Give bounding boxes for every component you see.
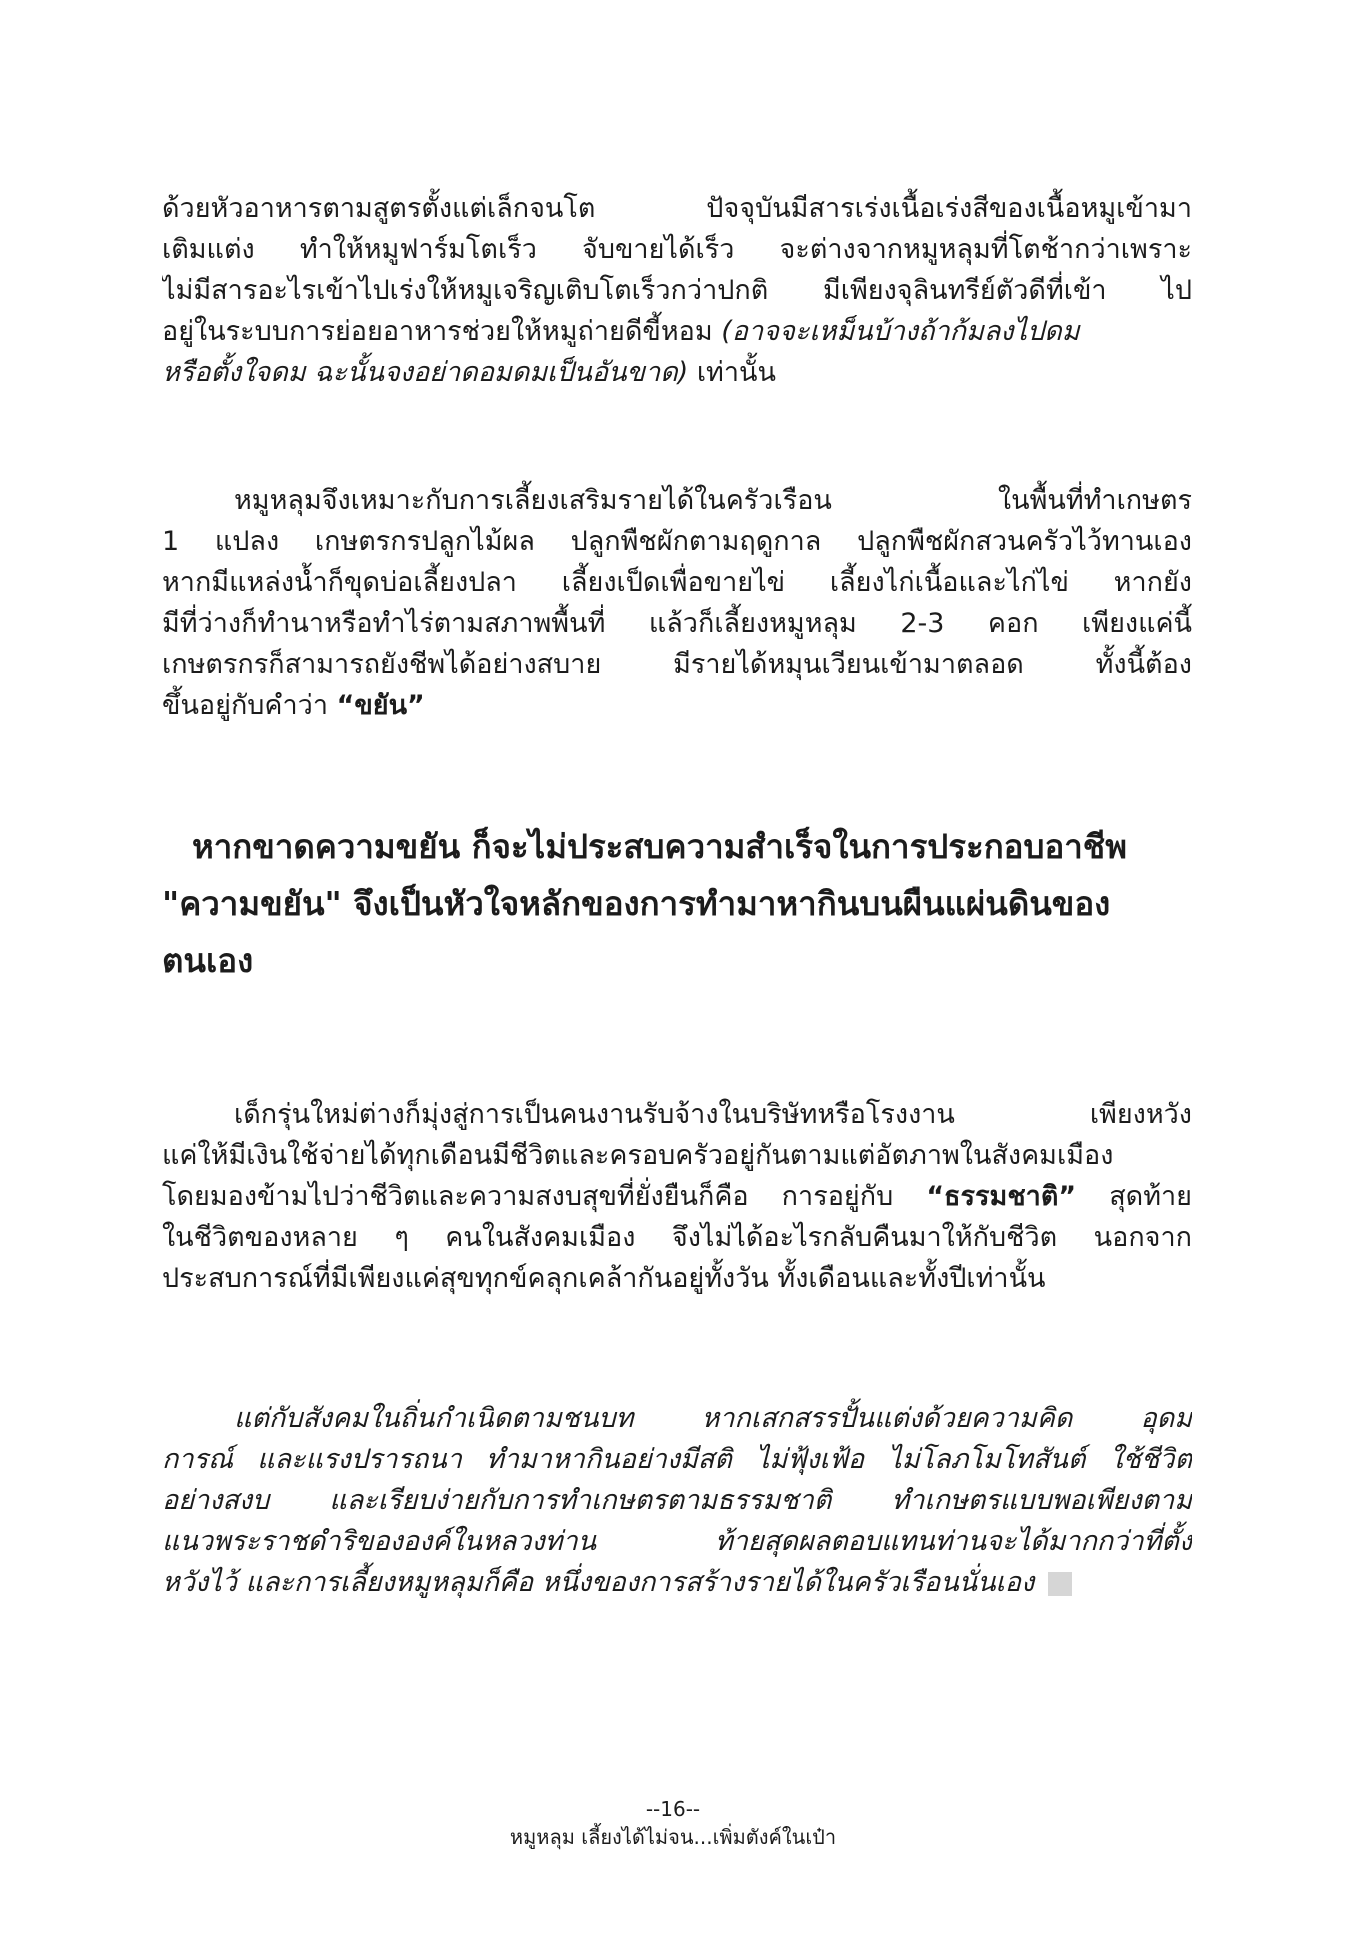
italic-aside: (อาจจะเหม็นบ้างถ้าก้มลงไปดม — [721, 316, 1080, 347]
page-number: --16-- — [645, 1797, 701, 1821]
italic-aside: หรือตั้งใจดม ฉะนั้นจงอย่าดอมดมเป็นอันขาด) — [162, 357, 689, 388]
text-line — [162, 685, 1192, 726]
text-line: อย่างสงบ และเรียบง่ายกับการทำเกษตรตามธรรมชาติ ทำเกษตรแบบพอเพียงตาม — [162, 1485, 1192, 1516]
text-line: การณ์ และแรงปรารถนา ทำมาหากินอย่างมีสติ ไม่ฟุ้งเฟ้อ ไม่โลภโมโทสันต์ ใช้ชีวิต — [162, 1444, 1192, 1475]
highlight-line: ตนเอง — [162, 941, 254, 980]
text-run: โดยมองข้ามไปว่าชีวิตและความสงบสุขที่ยั่งยืนก็คือ การอยู่กับ — [162, 1181, 927, 1212]
text-line: ด้วยหัวอาหารตามสูตรตั้งแต่เล็กจนโต ปัจจุบันมีสารเร่งเนื้อเร่งสีของเนื้อหมูเข้ามา — [162, 193, 1192, 224]
end-of-article-square-icon — [1048, 1572, 1072, 1596]
highlight-line: หากขาดความขยัน ก็จะไม่ประสบความสำเร็จในการประกอบอาชีพ — [192, 827, 1127, 866]
paragraph-young-generation — [162, 1094, 1192, 1299]
paragraph-rural-conclusion — [162, 1398, 1192, 1603]
text-line: มีที่ว่างก็ทำนาหรือทำไร่ตามสภาพพื้นที่ แล้วก็เลี้ยงหมูหลุม 2-3 คอก เพียงแค่นี้ — [162, 608, 1192, 639]
text-line: แค่ให้มีเงินใช้จ่ายได้ทุกเดือนมีชีวิตและครอบครัวอยู่กันตามแต่อัตภาพในสังคมเมือง — [162, 1140, 1114, 1171]
text-line: เติมแต่ง ทำให้หมูฟาร์มโตเร็ว จับขายได้เร็ว จะต่างจากหมูหลุมที่โตช้ากว่าเพราะ — [162, 234, 1192, 265]
text-line — [162, 1562, 1192, 1603]
paragraph-pig-feed — [162, 188, 1192, 393]
text-line: ไม่มีสารอะไรเข้าไปเร่งให้หมูเจริญเติบโตเร็วกว่าปกติ มีเพียงจุลินทรีย์ตัวดีที่เข้า ไป — [162, 275, 1192, 306]
text-run: สุดท้าย — [1076, 1181, 1192, 1212]
text-line: หมูหลุมจึงเหมาะกับการเลี้ยงเสริมรายได้ในครัวเรือน ในพื้นที่ทำเกษตร — [234, 485, 1192, 516]
text-line: หากมีแหล่งน้ำก็ขุดบ่อเลี้ยงปลา เลี้ยงเป็ดเพื่อขายไข่ เลี้ยงไก่เนื้อและไก่ไข่ หากยัง — [162, 567, 1192, 598]
text-line: เกษตรกรก็สามารถยังชีพได้อย่างสบาย มีรายได้หมุนเวียนเข้ามาตลอด ทั้งนี้ต้อง — [162, 649, 1192, 680]
text-line — [162, 311, 1192, 352]
text-run: หวังไว้ และการเลี้ยงหมูหลุมก็คือ หนึ่งของการสร้างรายได้ในครัวเรือนนั่นเอง — [162, 1567, 1035, 1598]
text-line — [162, 352, 1192, 393]
text-line: เด็กรุ่นใหม่ต่างก็มุ่งสู่การเป็นคนงานรับจ้างในบริษัทหรือโรงงาน เพียงหวัง — [234, 1099, 1192, 1130]
text-line: ประสบการณ์ที่มีเพียงแค่สุขทุกข์คลุกเคล้ากันอยู่ทั้งวัน ทั้งเดือนและทั้งปีเท่านั้น — [162, 1263, 1046, 1294]
text-run: เท่านั้น — [688, 357, 776, 388]
bold-keyword: “ธรรมชาติ” — [926, 1181, 1077, 1212]
text-run: อยู่ในระบบการย่อยอาหารช่วยให้หมูถ่ายดีขี้หอม — [162, 316, 722, 347]
text-line: แต่กับสังคมในถิ่นกำเนิดตามชนบท หากเสกสรรปั้นแต่งด้วยความคิด อุดม — [234, 1403, 1192, 1434]
text-line: 1 แปลง เกษตรกรปลูกไม้ผล ปลูกพืชผักตามฤดูกาล ปลูกพืชผักสวนครัวไว้ทานเอง — [162, 526, 1192, 557]
highlight-line: "ความขยัน" จึงเป็นหัวใจหลักของการทำมาหากินบนผืนแผ่นดินของ — [162, 884, 1111, 923]
text-line: ในชีวิตของหลาย ๆ คนในสังคมเมือง จึงไม่ได้อะไรกลับคืนมาให้กับชีวิต นอกจาก — [162, 1222, 1192, 1253]
paragraph-household-income — [162, 480, 1192, 726]
book-title-footer: หมูหลุม เลี้ยงได้ไม่จน...เพิ่มตังค์ในเป๋า — [509, 1825, 837, 1849]
text-line — [162, 1176, 1192, 1217]
bold-keyword: “ขยัน” — [336, 690, 425, 721]
text-run: ขึ้นอยู่กับคำว่า — [162, 690, 337, 721]
text-line: แนวพระราชดำริขององค์ในหลวงท่าน ท้ายสุดผลตอบแทนท่านจะได้มากกว่าที่ตั้ง — [162, 1526, 1192, 1557]
